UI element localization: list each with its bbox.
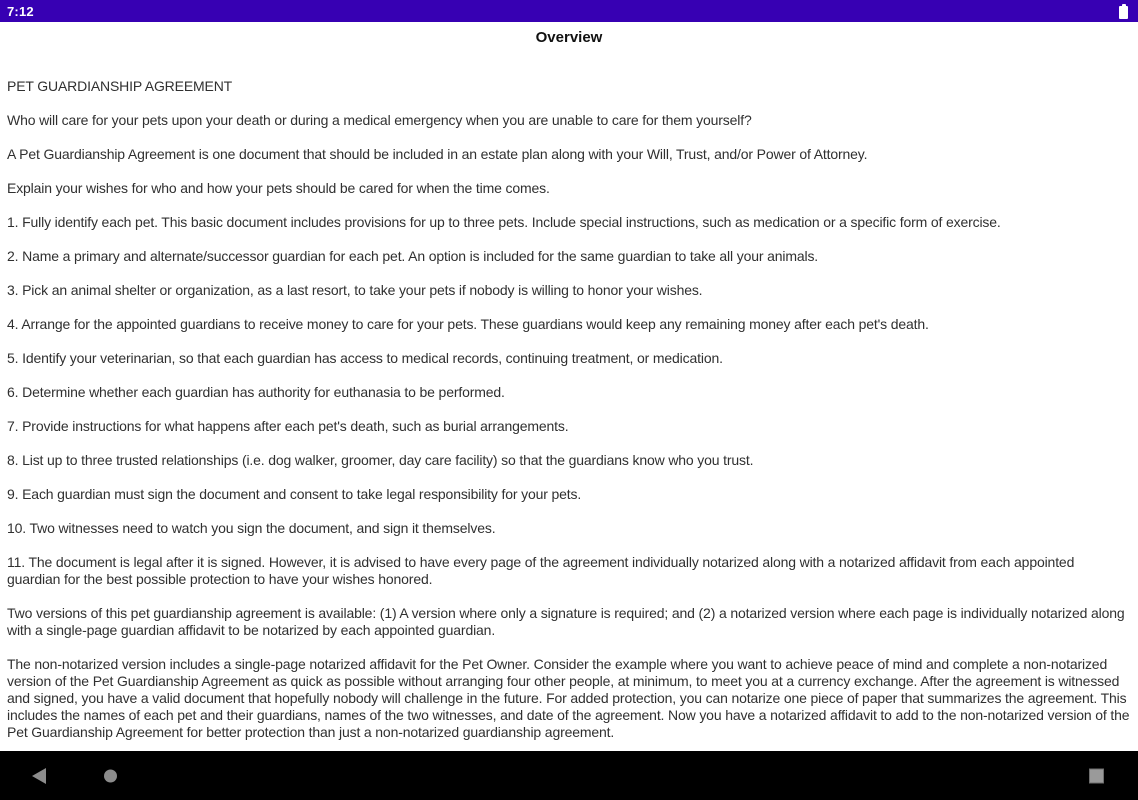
paragraph: Two versions of this pet guardianship agreement is available: (1) A version where only a signature is required; and (2) a notarized version where each page is individually notarized along with a single-page guardian affidavit to be notarized by each appointed guardian. [7, 605, 1125, 638]
battery-icon [1119, 4, 1128, 19]
home-icon [104, 769, 117, 782]
list-item-3: 3. Pick an animal shelter or organization, as a last resort, to take your pets if nobody is willing to honor your wishes. [7, 282, 703, 298]
document-content[interactable] [0, 52, 1138, 751]
page-title: Overview [535, 28, 603, 46]
list-item-8: 8. List up to three trusted relationships (i.e. dog walker, groomer, day care facility) so that the guardians know who you trust. [7, 452, 754, 468]
document-heading: PET GUARDIANSHIP AGREEMENT [7, 78, 233, 94]
battery-body [1119, 6, 1128, 19]
app-bar [0, 22, 1138, 52]
home-button[interactable] [98, 763, 123, 788]
status-bar [0, 0, 1138, 22]
paragraph: A Pet Guardianship Agreement is one document that should be included in an estate plan along with your Will, Trust, and/or Power of Attorney. [7, 146, 868, 162]
paragraph: Who will care for your pets upon your death or during a medical emergency when you are unable to care for them yourself? [7, 112, 752, 128]
list-item-5: 5. Identify your veterinarian, so that each guardian has access to medical records, continuing treatment, or medication. [7, 350, 723, 366]
list-item-10: 10. Two witnesses need to watch you sign the document, and sign it themselves. [7, 520, 496, 536]
back-icon [32, 768, 46, 784]
recents-icon [1089, 768, 1104, 783]
recents-button[interactable] [1083, 762, 1110, 789]
back-button[interactable] [26, 762, 52, 790]
status-time: 7:12 [7, 3, 34, 19]
list-item-4: 4. Arrange for the appointed guardians to receive money to care for your pets. These guardians would keep any remaining money after each pet's death. [7, 316, 929, 332]
paragraph: The non-notarized version includes a single-page notarized affidavit for the Pet Owner. Consider the example where you want to achieve peace of mind and complete a non-notarized version of the Pet Guardianship Agreement as quick as possible without arranging four other people, at minimum, to meet you at a currency exchange. After the agreement is witnessed and signed, you have a valid document that hopefully nobody will challenge in the future. For added protection, you can notarize one piece of paper that summarizes the agreement. This includes the names of each pet and their guardians, names of the two witnesses, and date of the agreement. Now you have a notarized affidavit to add to the non-notarized version of the Pet Guardianship Agreement for better protection than just a non-notarized guardianship agreement. [7, 656, 1130, 740]
list-item-7: 7. Provide instructions for what happens after each pet's death, such as burial arrangements. [7, 418, 569, 434]
list-item-2: 2. Name a primary and alternate/successor guardian for each pet. An option is included for the same guardian to take all your animals. [7, 248, 819, 264]
list-item-6: 6. Determine whether each guardian has authority for euthanasia to be performed. [7, 384, 505, 400]
list-item-11: 11. The document is legal after it is signed. However, it is advised to have every page of the agreement individually notarized along with a notarized affidavit from each appointed guardian for the best possible protection to have your wishes honored. [7, 554, 1075, 587]
paragraph: Explain your wishes for who and how your pets should be cared for when the time comes. [7, 180, 550, 196]
android-navigation-bar [0, 751, 1138, 800]
list-item-1: 1. Fully identify each pet. This basic document includes provisions for up to three pets. Include special instructions, such as medication or a specific form of exercise. [7, 214, 1001, 230]
list-item-9: 9. Each guardian must sign the document and consent to take legal responsibility for your pets. [7, 486, 582, 502]
